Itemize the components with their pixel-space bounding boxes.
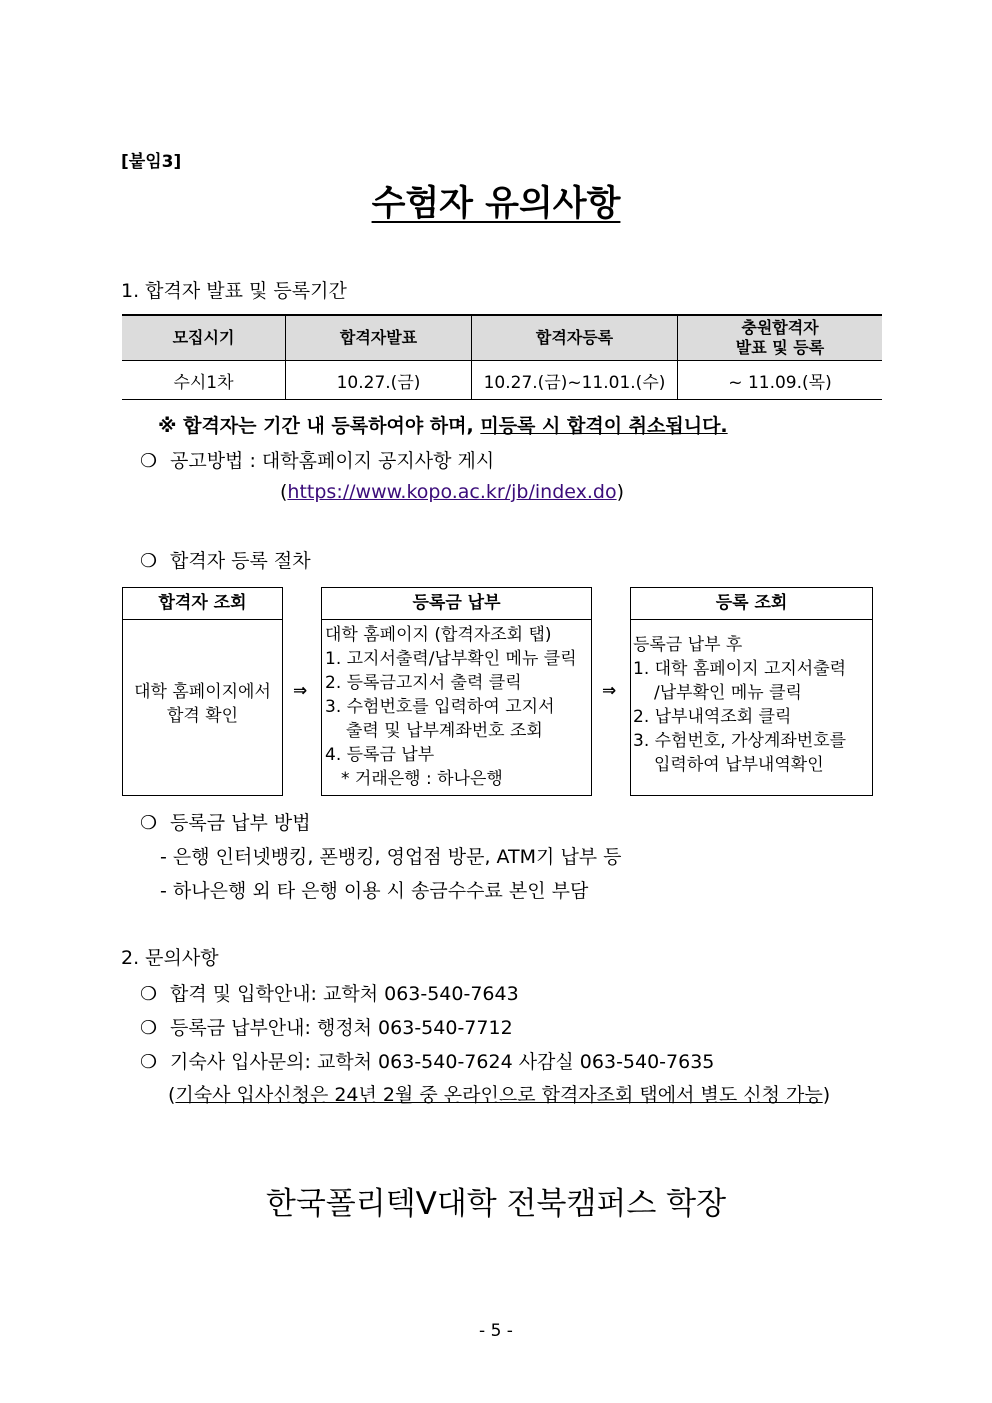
dorm-note xyxy=(168,1080,830,1107)
signature: 한국폴리텍V대학 전북캠퍼스 학장 xyxy=(265,1186,727,1222)
step2-line: * 거래은행 : 하나은행 xyxy=(341,769,503,789)
arrow-icon: ⇒ xyxy=(293,681,308,701)
step2-body xyxy=(322,620,591,791)
step2-line: 대학 홈페이지 (합격자조회 탭) xyxy=(325,625,552,645)
header-announce: 합격자발표 xyxy=(286,315,472,361)
contact-item xyxy=(140,979,519,1006)
contact-text: 기숙사 입사문의: 교학처 063-540-7624 사감실 063-540-7635 xyxy=(170,1051,715,1073)
step3-line: 입력하여 납부내역확인 xyxy=(654,755,824,775)
contact-text: 합격 및 입학안내: 교학처 063-540-7643 xyxy=(170,983,519,1005)
circle-bullet-icon: ❍ xyxy=(140,812,158,834)
step1-line: 합격 확인 xyxy=(166,706,239,726)
payment-heading xyxy=(140,808,311,835)
document-title-wrap xyxy=(0,176,992,226)
header-additional-line2: 발표 및 등록 xyxy=(735,338,825,357)
document-title: 수험자 유의사항 xyxy=(371,184,621,224)
step-box-verify xyxy=(630,587,873,796)
step2-line: 2. 등록금고지서 출력 클릭 xyxy=(325,673,522,693)
cell-announce: 10.27.(금) xyxy=(286,361,472,400)
step-box-payment xyxy=(321,587,592,796)
circle-bullet-icon: ❍ xyxy=(140,1051,158,1073)
attachment-label: [붙임3] xyxy=(121,152,182,172)
section2-heading: 2. 문의사항 xyxy=(121,947,219,969)
homepage-link[interactable]: https://www.kopo.ac.kr/jb/index.do xyxy=(287,481,617,503)
cell-additional: ~ 11.09.(목) xyxy=(678,361,883,400)
payment-item: - 하나은행 외 타 은행 이용 시 송금수수료 본인 부담 xyxy=(160,880,589,902)
step3-line: 3. 수험번호, 가상계좌번호를 xyxy=(633,731,847,751)
table-header-row xyxy=(122,315,882,361)
payment-heading-text: 등록금 납부 방법 xyxy=(170,812,311,834)
circle-bullet-icon: ❍ xyxy=(140,1017,158,1039)
dorm-note-text: 기숙사 입사신청은 24년 2월 중 온라인으로 합격자조회 탭에서 별도 신청 가능 xyxy=(175,1084,823,1106)
url-close: ) xyxy=(616,481,624,503)
note-close: ) xyxy=(822,1084,831,1106)
step2-line: 1. 고지서출력/납부확인 메뉴 클릭 xyxy=(325,649,577,669)
circle-bullet-icon: ❍ xyxy=(140,450,158,472)
announce-item xyxy=(140,446,494,473)
table-row xyxy=(122,361,882,400)
section1-heading: 1. 합격자 발표 및 등록기간 xyxy=(121,280,347,302)
step3-title: 등록 조회 xyxy=(631,588,872,620)
step3-line: 1. 대학 홈페이지 고지서출력 xyxy=(633,659,847,679)
circle-bullet-icon: ❍ xyxy=(140,550,158,572)
procedure-heading-text: 합격자 등록 절차 xyxy=(170,550,311,572)
contact-text: 등록금 납부안내: 행정처 063-540-7712 xyxy=(170,1017,513,1039)
step1-title: 합격자 조회 xyxy=(123,588,282,620)
notice-text xyxy=(158,411,728,438)
contact-item xyxy=(140,1013,513,1040)
step2-line: 3. 수험번호를 입력하여 고지서 xyxy=(325,697,555,717)
header-additional xyxy=(678,315,883,361)
cell-period: 수시1차 xyxy=(122,361,286,400)
step2-line: 4. 등록금 납부 xyxy=(325,745,435,765)
step-box-check xyxy=(122,587,283,796)
notice-underlined: 미등록 시 합격이 취소됩니다. xyxy=(480,415,728,437)
step3-line: 등록금 납부 후 xyxy=(633,635,743,655)
page-number: - 5 - xyxy=(479,1321,513,1341)
step3-line: 2. 납부내역조회 클릭 xyxy=(633,707,792,727)
step1-body xyxy=(123,620,282,728)
payment-item: - 은행 인터넷뱅킹, 폰뱅킹, 영업점 방문, ATM기 납부 등 xyxy=(160,846,622,868)
step1-line: 대학 홈페이지에서 xyxy=(134,682,271,702)
contact-item xyxy=(140,1047,714,1074)
cell-register: 10.27.(금)~11.01.(수) xyxy=(472,361,678,400)
circle-bullet-icon: ❍ xyxy=(140,983,158,1005)
announce-text: 공고방법 : 대학홈페이지 공지사항 게시 xyxy=(170,450,495,472)
url-line xyxy=(280,481,624,503)
procedure-heading xyxy=(140,546,311,573)
arrow-icon: ⇒ xyxy=(602,681,617,701)
schedule-table xyxy=(122,314,882,400)
step3-body xyxy=(631,620,872,777)
header-register: 합격자등록 xyxy=(472,315,678,361)
step3-line: /납부확인 메뉴 클릭 xyxy=(654,683,802,703)
header-period: 모집시기 xyxy=(122,315,286,361)
step2-line: 출력 및 납부계좌번호 조회 xyxy=(346,721,543,741)
step2-title: 등록금 납부 xyxy=(322,588,591,620)
header-additional-line1: 충원합격자 xyxy=(741,318,819,337)
note-open: ( xyxy=(168,1084,176,1106)
notice-prefix: ※ 합격자는 기간 내 등록하여야 하며, xyxy=(158,415,481,437)
url-open: ( xyxy=(280,481,288,503)
